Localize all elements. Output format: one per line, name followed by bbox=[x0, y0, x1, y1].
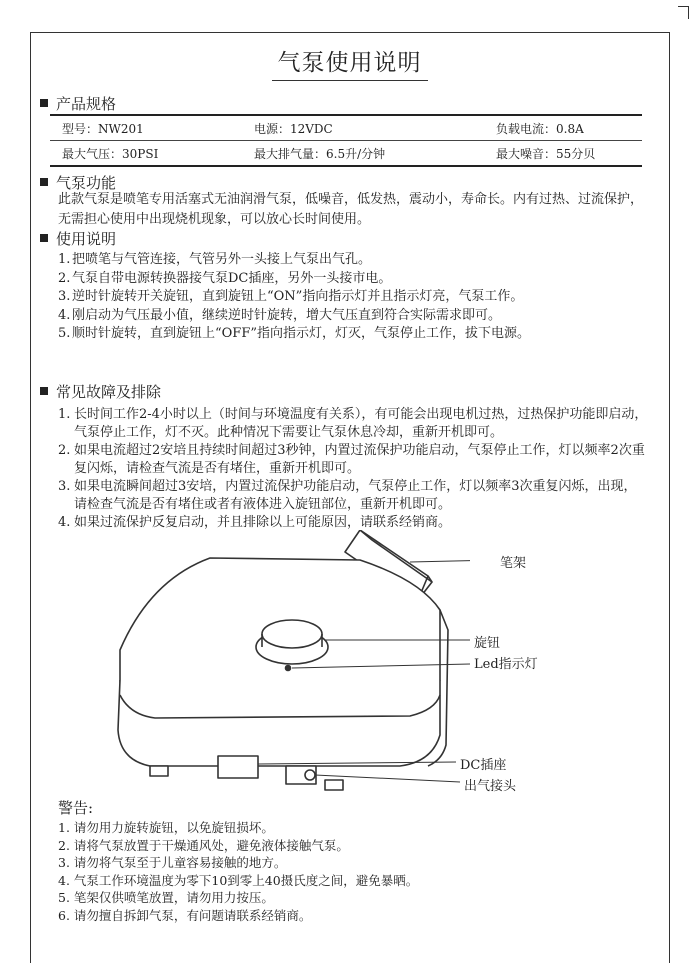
list-item: 1. 请勿用力旋转旋钮，以免旋钮损坏。 bbox=[58, 820, 274, 835]
list-item: 2. 如果电流超过2安培且持续时间超过3秒钟，内置过流保护功能启动，气泵停止工作，灯以频率2次重复闪烁，请检查气流是否有堵住，重新开机即可。 bbox=[58, 443, 645, 476]
spec-cell: 型号：NW201 bbox=[50, 115, 242, 141]
label-dc-socket: DC插座 bbox=[460, 758, 507, 773]
list-item: 6. 请勿擅自拆卸气泵，有问题请联系经销商。 bbox=[58, 907, 312, 923]
label-knob: 旋钮 bbox=[474, 636, 501, 651]
list-item: 5. 顺时针旋转，直到旋钮上“OFF”指向指示灯，灯灭，气泵停止工作，拔下电源。 bbox=[58, 326, 530, 341]
bullet-square-icon bbox=[40, 178, 48, 186]
list-item: 3. 逆时针旋转开关旋钮，直到旋钮上“ON”指向指示灯并且指示灯亮，气泵工作。 bbox=[58, 289, 524, 304]
air-pump-illustration bbox=[110, 530, 470, 810]
usage-list bbox=[58, 251, 648, 344]
list-item: 4. 气泵工作环境温度为零下10到零上40摄氏度之间，避免暴晒。 bbox=[58, 872, 419, 888]
spec-cell: 最大气压：30PSI bbox=[50, 141, 242, 167]
list-item: 1. 把喷笔与气管连接，气管另外一头接上气泵出气孔。 bbox=[58, 252, 372, 267]
list-item: 4. 刚启动为气压最小值，继续逆时针旋转，增大气压直到符合实际需求即可。 bbox=[58, 307, 502, 323]
table-row bbox=[50, 115, 642, 141]
spec-cell: 最大排气量：6.5升/分钟 bbox=[242, 141, 484, 167]
list-item: 1. 长时间工作2-4小时以上（时间与环境温度有关系），有可能会出现电机过热，过热保护功能即启动，气泵停止工作，灯不灭。此种情况下需要让气泵休息冷却，重新开机即可。 bbox=[58, 407, 648, 440]
list-item: 4. 如果过流保护反复启动，并且排除以上可能原因，请联系经销商。 bbox=[58, 515, 452, 530]
bullet-square-icon bbox=[40, 387, 48, 395]
section-function-heading: 气泵功能 bbox=[40, 172, 116, 193]
crop-mark bbox=[678, 6, 689, 19]
list-item: 3. 如果电流瞬间超过3安培，内置过流保护功能启动，气泵停止工作，灯以频率3次重复闪烁，出现，请检查气流是否有堵住或者有液体进入旋钮部位，重新开机即可。 bbox=[58, 479, 637, 512]
list-item: 3. 请勿将气泵至于儿童容易接触的地方。 bbox=[58, 855, 287, 871]
page-title: 气泵使用说明 bbox=[0, 44, 699, 81]
trouble-list bbox=[58, 406, 648, 532]
label-air-outlet: 出气接头 bbox=[464, 779, 517, 794]
specs-table bbox=[50, 114, 642, 167]
warning-heading: 警告: bbox=[58, 799, 94, 817]
list-item: 2. 气泵自带电源转换器接气泵DC插座，另外一头接市电。 bbox=[58, 270, 392, 286]
section-specs-heading: 产品规格 bbox=[40, 93, 116, 114]
table-row bbox=[50, 141, 642, 167]
section-trouble-heading: 常见故障及排除 bbox=[40, 381, 161, 402]
list-item: 2. 请将气泵放置于干燥通风处，避免液体接触气泵。 bbox=[58, 837, 349, 853]
spec-cell: 负载电流：0.8A bbox=[484, 115, 642, 141]
list-item: 5. 笔架仅供喷笔放置，请勿用力按压。 bbox=[58, 890, 274, 906]
warning-list bbox=[58, 819, 418, 925]
function-description: 此款气泵是喷笔专用活塞式无油润滑气泵，低噪音，低发热，震动小，寿命长。内有过热、过流保护，无需担心使用中出现烧机现象，可以放心长时间使用。 bbox=[58, 192, 644, 227]
label-led: Led指示灯 bbox=[474, 657, 538, 672]
bullet-square-icon bbox=[40, 234, 48, 242]
label-pen-holder: 笔架 bbox=[500, 556, 527, 571]
bullet-square-icon bbox=[40, 99, 48, 107]
spec-cell: 最大噪音：55分贝 bbox=[484, 141, 642, 167]
section-usage-heading: 使用说明 bbox=[40, 228, 116, 249]
spec-cell: 电源：12VDC bbox=[242, 115, 484, 141]
